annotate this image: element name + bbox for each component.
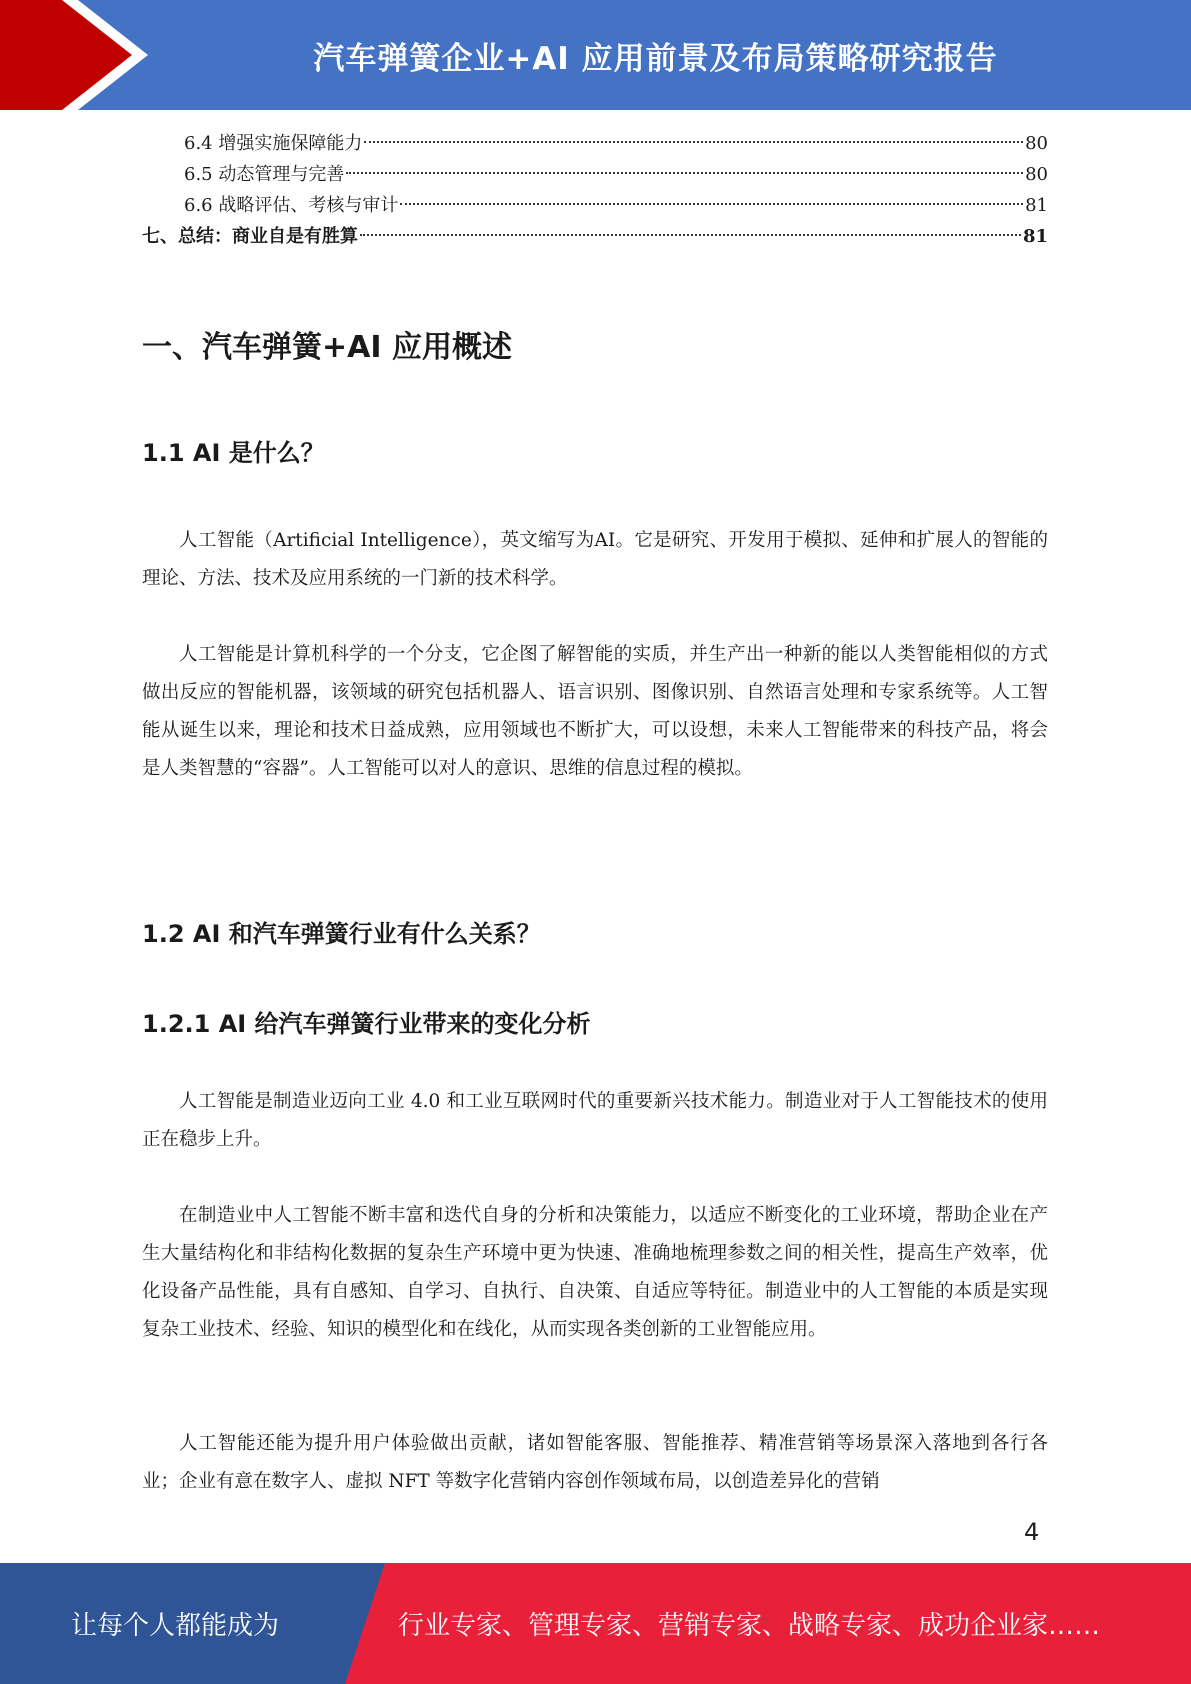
toc-entry[interactable] <box>142 190 1048 221</box>
paragraph: 人工智能还能为提升用户体验做出贡献，诸如智能客服、智能推荐、精准营销等场景深入落地到各行各业；企业有意在数字人、虚拟 NFT 等数字化营销内容创作领域布局，以创造差异化的营销 <box>142 1433 1048 1492</box>
header-banner <box>0 0 1191 110</box>
toc-entry[interactable] <box>142 221 1048 252</box>
report-title: 汽车弹簧企业+AI 应用前景及布局策略研究报告 <box>313 40 998 77</box>
section-heading: 一、汽车弹簧+AI 应用概述 <box>142 330 512 365</box>
footer-slogan-left: 让每个人都能成为 <box>70 1611 279 1641</box>
toc-entry-label: 6.4 增强实施保障能力 <box>184 133 363 154</box>
toc-entry-page: 81 <box>1022 226 1048 247</box>
toc-leader-dots <box>400 203 1023 205</box>
toc-entry[interactable] <box>142 159 1048 190</box>
toc-entry-label: 6.5 动态管理与完善 <box>184 164 345 185</box>
toc-leader-dots <box>364 141 1023 143</box>
subsection-heading: 1.2.1 AI 给汽车弹簧行业带来的变化分析 <box>142 1010 591 1038</box>
toc-leader-dots <box>360 234 1021 236</box>
paragraph: 人工智能（Artificial Intelligence），英文缩写为AI。它是研究、开发用于模拟、延伸和扩展人的智能的理论、方法、技术及应用系统的一门新的技术科学。 <box>142 530 1048 589</box>
paragraph: 在制造业中人工智能不断丰富和迭代自身的分析和决策能力，以适应不断变化的工业环境，帮助企业在产生大量结构化和非结构化数据的复杂生产环境中更为快速、准确地梳理参数之间的相关性，提高生产效率，优化设备产品性能，具有自感知、自学习、自执行、自决策、自适应等特征。制造业中的人工智能的本质是实现复杂工业技术、经验、知识的模型化和在线化，从而实现各类创新的工业智能应用。 <box>142 1205 1048 1340</box>
subsection-heading: 1.2 AI 和汽车弹簧行业有什么关系？ <box>142 920 541 948</box>
toc-entry-page: 80 <box>1025 164 1048 185</box>
toc-entry-page: 80 <box>1025 133 1048 154</box>
table-of-contents <box>142 128 1048 252</box>
toc-entry-label: 6.6 战略评估、考核与审计 <box>184 195 399 216</box>
toc-entry-page: 81 <box>1025 195 1048 216</box>
toc-entry-label: 七、总结：商业自是有胜算 <box>142 226 358 247</box>
toc-leader-dots <box>346 172 1023 174</box>
footer-banner <box>0 1563 1191 1684</box>
toc-entry[interactable] <box>142 128 1048 159</box>
paragraph: 人工智能是制造业迈向工业 4.0 和工业互联网时代的重要新兴技术能力。制造业对于人工智能技术的使用正在稳步上升。 <box>142 1091 1048 1150</box>
subsection-heading: 1.1 AI 是什么？ <box>142 439 325 467</box>
page-number: 4 <box>1024 1518 1040 1546</box>
red-arrow-logo <box>0 0 160 110</box>
paragraph: 人工智能是计算机科学的一个分支，它企图了解智能的实质，并生产出一种新的能以人类智能相似的方式做出反应的智能机器，该领域的研究包括机器人、语言识别、图像识别、自然语言处理和专家系统等。人工智能从诞生以来，理论和技术日益成熟，应用领域也不断扩大，可以设想，未来人工智能带来的科技产品，将会是人类智慧的“容器”。人工智能可以对人的意识、思维的信息过程的模拟。 <box>142 644 1048 779</box>
footer-slogan-right: 行业专家、管理专家、营销专家、战略专家、成功企业家…… <box>398 1611 1101 1641</box>
